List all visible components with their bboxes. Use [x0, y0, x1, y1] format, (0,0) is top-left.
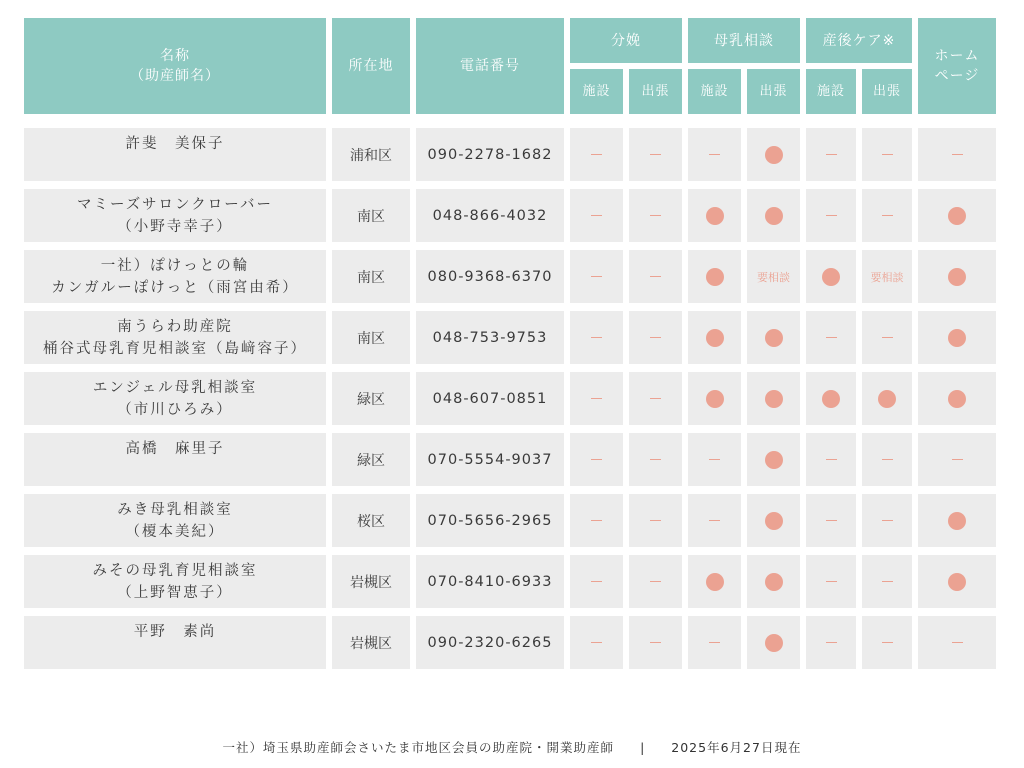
available-dot-icon	[706, 268, 724, 286]
unavailable-dash-icon	[826, 459, 837, 460]
midwife-name: みき母乳相談室 （榎本美紀）	[24, 494, 326, 547]
midwife-name: 南うらわ助産院 桶谷式母乳育児相談室（島﨑容子）	[24, 311, 326, 364]
table-row	[24, 311, 996, 364]
subheader-delivery-visit: 出張	[629, 69, 682, 114]
available-dot-icon	[706, 207, 724, 225]
footer-org: 一社）埼玉県助産師会さいたま市地区会員の助産院・開業助産師	[222, 740, 615, 755]
table-body	[24, 128, 996, 677]
unavailable-dash-icon	[826, 154, 837, 155]
postpartum-facility-cell	[806, 372, 856, 425]
phone-cell: 048-753-9753	[416, 311, 564, 364]
breastfeeding-facility-cell	[688, 128, 741, 181]
breastfeeding-visit-cell	[747, 189, 800, 242]
available-dot-icon	[765, 390, 783, 408]
header-homepage: ホーム ページ	[918, 18, 996, 114]
table-row	[24, 433, 996, 486]
delivery-facility-cell	[570, 189, 623, 242]
subheader-delivery-facility: 施設	[570, 69, 623, 114]
breastfeeding-facility-cell	[688, 433, 741, 486]
postpartum-visit-cell	[862, 189, 912, 242]
postpartum-facility-cell	[806, 616, 856, 669]
breastfeeding-facility-cell	[688, 372, 741, 425]
unavailable-dash-icon	[709, 642, 720, 643]
postpartum-facility-cell	[806, 555, 856, 608]
available-dot-icon	[765, 207, 783, 225]
available-dot-icon	[765, 573, 783, 591]
location-cell: 岩槻区	[332, 555, 410, 608]
breastfeeding-facility-cell	[688, 616, 741, 669]
postpartum-facility-cell	[806, 494, 856, 547]
unavailable-dash-icon	[591, 337, 602, 338]
unavailable-dash-icon	[650, 337, 661, 338]
midwife-name: エンジェル母乳相談室 （市川ひろみ）	[24, 372, 326, 425]
phone-cell: 070-5656-2965	[416, 494, 564, 547]
unavailable-dash-icon	[826, 581, 837, 582]
subheader-breastfeeding-visit: 出張	[747, 69, 800, 114]
midwife-name: みその母乳育児相談室 （上野智恵子）	[24, 555, 326, 608]
unavailable-dash-icon	[709, 154, 720, 155]
header-postpartum: 産後ケア※	[806, 18, 912, 63]
available-dot-icon	[765, 329, 783, 347]
postpartum-visit-cell	[862, 372, 912, 425]
delivery-visit-cell	[629, 372, 682, 425]
unavailable-dash-icon	[650, 459, 661, 460]
postpartum-visit-cell	[862, 555, 912, 608]
unavailable-dash-icon	[591, 215, 602, 216]
breastfeeding-visit-cell	[747, 250, 800, 303]
unavailable-dash-icon	[882, 459, 893, 460]
postpartum-facility-cell	[806, 433, 856, 486]
subheader-breastfeeding-facility: 施設	[688, 69, 741, 114]
available-dot-icon	[706, 573, 724, 591]
location-cell: 南区	[332, 189, 410, 242]
unavailable-dash-icon	[591, 642, 602, 643]
available-dot-icon	[822, 390, 840, 408]
available-dot-icon	[948, 390, 966, 408]
table-row	[24, 189, 996, 242]
unavailable-dash-icon	[591, 154, 602, 155]
footer-separator: |	[640, 740, 646, 755]
location-cell: 緑区	[332, 433, 410, 486]
footer-date: 2025年6月27日現在	[671, 740, 802, 755]
table-header	[24, 18, 996, 114]
table-row	[24, 494, 996, 547]
delivery-facility-cell	[570, 372, 623, 425]
unavailable-dash-icon	[709, 520, 720, 521]
unavailable-dash-icon	[952, 154, 963, 155]
phone-cell: 048-866-4032	[416, 189, 564, 242]
unavailable-dash-icon	[882, 154, 893, 155]
postpartum-facility-cell	[806, 250, 856, 303]
breastfeeding-visit-cell	[747, 372, 800, 425]
phone-cell: 070-8410-6933	[416, 555, 564, 608]
breastfeeding-visit-cell	[747, 616, 800, 669]
phone-cell: 080-9368-6370	[416, 250, 564, 303]
unavailable-dash-icon	[591, 459, 602, 460]
unavailable-dash-icon	[650, 581, 661, 582]
available-dot-icon	[822, 268, 840, 286]
unavailable-dash-icon	[591, 276, 602, 277]
available-dot-icon	[878, 390, 896, 408]
delivery-facility-cell	[570, 555, 623, 608]
homepage-cell	[918, 128, 996, 181]
available-dot-icon	[948, 512, 966, 530]
delivery-facility-cell	[570, 311, 623, 364]
delivery-visit-cell	[629, 616, 682, 669]
header-delivery: 分娩	[570, 18, 682, 63]
delivery-facility-cell	[570, 250, 623, 303]
breastfeeding-visit-cell	[747, 128, 800, 181]
table-row	[24, 128, 996, 181]
unavailable-dash-icon	[882, 215, 893, 216]
unavailable-dash-icon	[952, 459, 963, 460]
homepage-cell	[918, 372, 996, 425]
unavailable-dash-icon	[882, 581, 893, 582]
delivery-facility-cell	[570, 433, 623, 486]
header-name: 名称 （助産師名）	[24, 18, 326, 114]
table-row	[24, 250, 996, 303]
location-cell: 岩槻区	[332, 616, 410, 669]
homepage-cell	[918, 189, 996, 242]
breastfeeding-visit-cell	[747, 433, 800, 486]
phone-cell: 090-2320-6265	[416, 616, 564, 669]
unavailable-dash-icon	[650, 398, 661, 399]
delivery-visit-cell	[629, 433, 682, 486]
breastfeeding-facility-cell	[688, 494, 741, 547]
unavailable-dash-icon	[952, 642, 963, 643]
unavailable-dash-icon	[591, 520, 602, 521]
subheader-postpartum-visit: 出張	[862, 69, 912, 114]
midwife-name: 一社）ぽけっとの輪 カンガルーぽけっと（雨宮由希）	[24, 250, 326, 303]
postpartum-visit-cell	[862, 616, 912, 669]
postpartum-visit-cell	[862, 311, 912, 364]
consult-note: 要相談	[757, 270, 790, 284]
location-cell: 桜区	[332, 494, 410, 547]
delivery-facility-cell	[570, 128, 623, 181]
available-dot-icon	[765, 451, 783, 469]
midwife-name: 平野 素尚	[24, 616, 326, 669]
breastfeeding-facility-cell	[688, 250, 741, 303]
unavailable-dash-icon	[650, 154, 661, 155]
available-dot-icon	[765, 512, 783, 530]
phone-cell: 070-5554-9037	[416, 433, 564, 486]
unavailable-dash-icon	[650, 276, 661, 277]
breastfeeding-facility-cell	[688, 189, 741, 242]
breastfeeding-visit-cell	[747, 311, 800, 364]
location-cell: 浦和区	[332, 128, 410, 181]
homepage-cell	[918, 555, 996, 608]
delivery-visit-cell	[629, 250, 682, 303]
available-dot-icon	[765, 146, 783, 164]
delivery-visit-cell	[629, 189, 682, 242]
footer	[0, 738, 1024, 756]
available-dot-icon	[948, 573, 966, 591]
available-dot-icon	[948, 329, 966, 347]
homepage-cell	[918, 616, 996, 669]
unavailable-dash-icon	[882, 337, 893, 338]
breastfeeding-facility-cell	[688, 311, 741, 364]
delivery-facility-cell	[570, 616, 623, 669]
breastfeeding-facility-cell	[688, 555, 741, 608]
location-cell: 南区	[332, 311, 410, 364]
unavailable-dash-icon	[650, 642, 661, 643]
postpartum-visit-cell	[862, 250, 912, 303]
homepage-cell	[918, 311, 996, 364]
available-dot-icon	[948, 207, 966, 225]
postpartum-facility-cell	[806, 311, 856, 364]
midwife-name: 許斐 美保子	[24, 128, 326, 181]
unavailable-dash-icon	[826, 642, 837, 643]
postpartum-facility-cell	[806, 189, 856, 242]
location-cell: 南区	[332, 250, 410, 303]
available-dot-icon	[765, 634, 783, 652]
phone-cell: 090-2278-1682	[416, 128, 564, 181]
breastfeeding-visit-cell	[747, 555, 800, 608]
table-row	[24, 616, 996, 669]
delivery-visit-cell	[629, 128, 682, 181]
delivery-visit-cell	[629, 311, 682, 364]
unavailable-dash-icon	[650, 520, 661, 521]
postpartum-facility-cell	[806, 128, 856, 181]
homepage-cell	[918, 494, 996, 547]
unavailable-dash-icon	[709, 459, 720, 460]
unavailable-dash-icon	[882, 642, 893, 643]
breastfeeding-visit-cell	[747, 494, 800, 547]
homepage-cell	[918, 250, 996, 303]
midwife-name: 高橋 麻里子	[24, 433, 326, 486]
available-dot-icon	[706, 329, 724, 347]
header-location: 所在地	[332, 18, 410, 114]
subheader-postpartum-facility: 施設	[806, 69, 856, 114]
table-row	[24, 555, 996, 608]
delivery-visit-cell	[629, 555, 682, 608]
location-cell: 緑区	[332, 372, 410, 425]
unavailable-dash-icon	[591, 581, 602, 582]
phone-cell: 048-607-0851	[416, 372, 564, 425]
consult-note: 要相談	[870, 270, 904, 284]
postpartum-visit-cell	[862, 494, 912, 547]
table-row	[24, 372, 996, 425]
unavailable-dash-icon	[591, 398, 602, 399]
unavailable-dash-icon	[882, 520, 893, 521]
unavailable-dash-icon	[826, 337, 837, 338]
delivery-facility-cell	[570, 494, 623, 547]
postpartum-visit-cell	[862, 128, 912, 181]
header-breastfeeding: 母乳相談	[688, 18, 800, 63]
header-phone: 電話番号	[416, 18, 564, 114]
delivery-visit-cell	[629, 494, 682, 547]
postpartum-visit-cell	[862, 433, 912, 486]
homepage-cell	[918, 433, 996, 486]
unavailable-dash-icon	[826, 520, 837, 521]
available-dot-icon	[948, 268, 966, 286]
unavailable-dash-icon	[650, 215, 661, 216]
unavailable-dash-icon	[826, 215, 837, 216]
midwife-name: マミーズサロンクローバー （小野寺幸子）	[24, 189, 326, 242]
available-dot-icon	[706, 390, 724, 408]
